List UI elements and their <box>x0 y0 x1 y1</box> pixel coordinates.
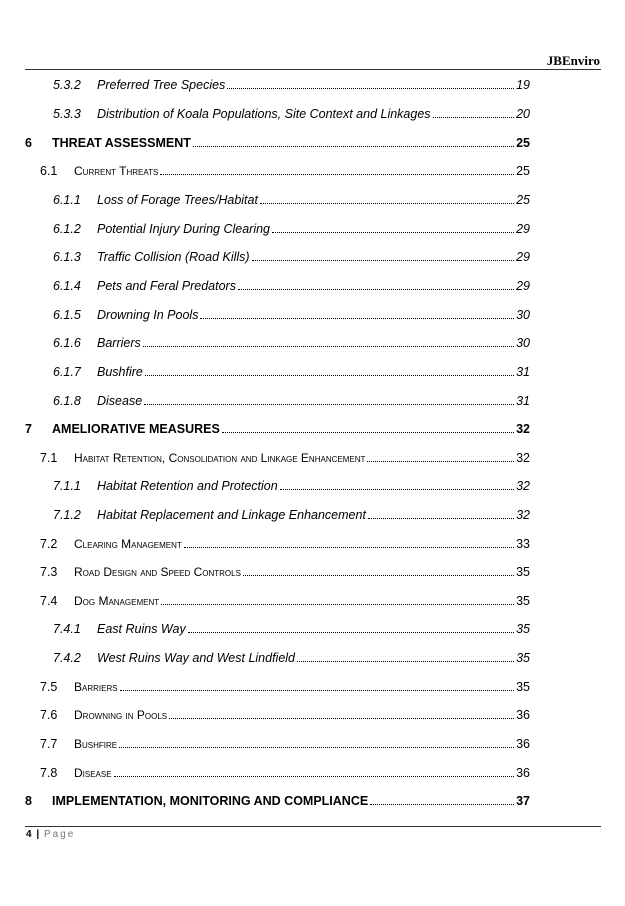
toc-entry-leader <box>252 260 515 261</box>
toc-entry-leader <box>200 318 514 319</box>
toc-entry-leader <box>222 432 514 433</box>
toc-entry-page: 31 <box>516 365 530 379</box>
toc-entry[interactable] <box>25 107 530 121</box>
toc-entry-leader <box>297 661 514 662</box>
toc-entry[interactable] <box>25 136 530 150</box>
toc-entry-title: West Ruins Way and West Lindfield <box>97 651 296 665</box>
toc-entry-number: 6.1.7 <box>53 365 81 379</box>
toc-entry-page: 35 <box>516 680 530 694</box>
toc-entry-page: 36 <box>516 766 530 780</box>
toc-entry-page: 35 <box>516 651 530 665</box>
toc-entry[interactable] <box>25 537 530 551</box>
toc-entry-leader <box>119 747 514 748</box>
toc-entry-number: 7.7 <box>40 737 58 751</box>
toc-entry-number: 7.1 <box>40 451 58 465</box>
toc-entry-title: Pets and Feral Predators <box>97 279 236 293</box>
toc-entry-page: 29 <box>516 250 530 264</box>
footer-page-label: Page <box>43 829 76 840</box>
toc-entry-title: Bushfire <box>97 365 143 379</box>
toc-entry-leader <box>144 404 514 405</box>
toc-entry-page: 19 <box>516 78 530 92</box>
toc-entry[interactable] <box>25 622 530 636</box>
toc-entry-number: 6.1.8 <box>53 394 81 408</box>
toc-entry-page: 32 <box>516 508 530 522</box>
toc-entry-leader <box>188 632 514 633</box>
toc-entry[interactable] <box>25 794 530 808</box>
toc-entry[interactable] <box>25 365 530 379</box>
toc-entry-title: Habitat Replacement and Linkage Enhancement <box>97 508 366 522</box>
toc-entry-number: 6.1.2 <box>53 222 81 236</box>
toc-entry[interactable] <box>25 394 530 408</box>
toc-entry-page: 29 <box>516 279 530 293</box>
toc-entry-page: 32 <box>516 451 530 465</box>
toc-entry[interactable] <box>25 766 530 780</box>
toc-entry-leader <box>161 604 514 605</box>
toc-entry-number: 7.3 <box>40 565 58 579</box>
toc-entry[interactable] <box>25 308 530 322</box>
toc-entry-page: 30 <box>516 336 530 350</box>
toc-entry[interactable] <box>25 479 530 493</box>
toc-entry-title: Traffic Collision (Road Kills) <box>97 250 250 264</box>
toc-entry-number: 6.1.4 <box>53 279 81 293</box>
toc-entry[interactable] <box>25 336 530 350</box>
toc-entry-page: 29 <box>516 222 530 236</box>
toc-entry-number: 7.4 <box>40 594 58 608</box>
toc-entry-page: 32 <box>516 422 530 436</box>
toc-entry-number: 6.1.3 <box>53 250 81 264</box>
toc-entry-number: 7.2 <box>40 537 58 551</box>
toc-entry-leader <box>243 575 514 576</box>
toc-entry-leader <box>160 174 514 175</box>
toc-entry-page: 25 <box>516 193 530 207</box>
toc-entry[interactable] <box>25 708 530 722</box>
toc-entry-leader <box>272 232 514 233</box>
toc-entry-number: 7.4.2 <box>53 651 81 665</box>
toc-entry-number: 5.3.3 <box>53 107 81 121</box>
toc-entry-page: 37 <box>516 794 530 808</box>
toc-entry-page: 20 <box>516 107 530 121</box>
toc-entry-leader <box>367 461 514 462</box>
toc-entry-page: 31 <box>516 394 530 408</box>
toc-entry-number: 6.1.6 <box>53 336 81 350</box>
toc-entry[interactable] <box>25 250 530 264</box>
toc-entry-title: Potential Injury During Clearing <box>97 222 271 236</box>
toc-entry-number: 7.1.2 <box>53 508 81 522</box>
footer-page-number: 4 <box>26 829 32 840</box>
toc-entry-title: THREAT ASSESSMENT <box>52 136 191 150</box>
footer-rule <box>25 826 601 827</box>
toc-entry-title: Distribution of Koala Populations, Site Context and Linkages <box>97 107 431 121</box>
toc-entry-title: Bushfire <box>74 737 118 751</box>
toc-entry-leader <box>280 489 514 490</box>
toc-entry-title: Disease <box>97 394 143 408</box>
toc-entry-number: 7.8 <box>40 766 58 780</box>
toc-entry[interactable] <box>25 193 530 207</box>
toc-entry-title: IMPLEMENTATION, MONITORING AND COMPLIANCE <box>52 794 369 808</box>
toc-entry-leader <box>238 289 514 290</box>
toc-entry[interactable] <box>25 508 530 522</box>
toc-entry-number: 7.5 <box>40 680 58 694</box>
toc-entry-title: Current Threats <box>74 164 159 178</box>
footer-separator: | <box>36 829 40 840</box>
footer <box>26 829 75 840</box>
toc-entry-page: 25 <box>516 164 530 178</box>
toc-entry-title: Dog Management <box>74 594 160 608</box>
toc-entry-title: Road Design and Speed Controls <box>74 565 241 579</box>
toc-entry-title: Habitat Retention, Consolidation and Linkage Enhancement <box>74 451 366 465</box>
toc-entry-page: 32 <box>516 479 530 493</box>
toc-entry-leader <box>368 518 514 519</box>
toc-entry-title: Barriers <box>97 336 141 350</box>
toc-entry[interactable] <box>25 680 530 694</box>
toc-entry-page: 30 <box>516 308 530 322</box>
toc-entry-title: Drowning In Pools <box>97 308 199 322</box>
toc-entry[interactable] <box>25 565 530 579</box>
toc-entry-leader <box>260 203 514 204</box>
toc-entry[interactable] <box>25 737 530 751</box>
toc-entry-page: 35 <box>516 622 530 636</box>
toc-entry-title: East Ruins Way <box>97 622 186 636</box>
toc-entry-leader <box>433 117 515 118</box>
toc-entry[interactable] <box>25 164 530 178</box>
toc-entry-number: 6.1.1 <box>53 193 81 207</box>
toc-entry-page: 25 <box>516 136 530 150</box>
toc-entry-leader <box>169 718 514 719</box>
toc-entry-leader <box>227 88 514 89</box>
toc-entry[interactable] <box>25 451 530 465</box>
toc-entry-title: Loss of Forage Trees/Habitat <box>97 193 258 207</box>
toc-entry-title: Habitat Retention and Protection <box>97 479 278 493</box>
toc-entry-number: 7.4.1 <box>53 622 81 636</box>
toc-entry-leader <box>184 547 514 548</box>
toc-entry-title: Barriers <box>74 680 118 694</box>
toc-entry[interactable] <box>25 222 530 236</box>
toc-entry-leader <box>193 146 514 147</box>
toc-entry[interactable] <box>25 422 530 436</box>
toc-entry-title: Drowning in Pools <box>74 708 168 722</box>
toc-entry-number: 7.6 <box>40 708 58 722</box>
toc-entry[interactable] <box>25 279 530 293</box>
toc-entry-number: 6.1.5 <box>53 308 81 322</box>
toc-entry-number: 5.3.2 <box>53 78 81 92</box>
toc-entry-page: 36 <box>516 737 530 751</box>
toc-entry-title: Disease <box>74 766 112 780</box>
toc-entry-number: 8 <box>25 794 32 808</box>
toc-entry-number: 6 <box>25 136 32 150</box>
toc-entry[interactable] <box>25 594 530 608</box>
toc-entry-page: 36 <box>516 708 530 722</box>
toc-entry-number: 7 <box>25 422 32 436</box>
toc-entry-page: 35 <box>516 594 530 608</box>
toc-entry-title: Preferred Tree Species <box>97 78 226 92</box>
toc-entry-leader <box>114 776 515 777</box>
toc-entry-number: 6.1 <box>40 164 58 178</box>
toc-entry-number: 7.1.1 <box>53 479 81 493</box>
toc-entry-leader <box>145 375 514 376</box>
toc-entry-leader <box>120 690 515 691</box>
toc-entry-title: Clearing Management <box>74 537 182 551</box>
toc-entry-page: 35 <box>516 565 530 579</box>
toc-entry-leader <box>370 804 514 805</box>
toc-entry[interactable] <box>25 651 530 665</box>
toc-entry-leader <box>143 346 514 347</box>
toc-entry-title: AMELIORATIVE MEASURES <box>52 422 220 436</box>
toc-entry[interactable] <box>25 78 530 92</box>
toc-entry-page: 33 <box>516 537 530 551</box>
header-rule <box>25 69 601 70</box>
header-brand: JBEnviro <box>546 53 600 68</box>
